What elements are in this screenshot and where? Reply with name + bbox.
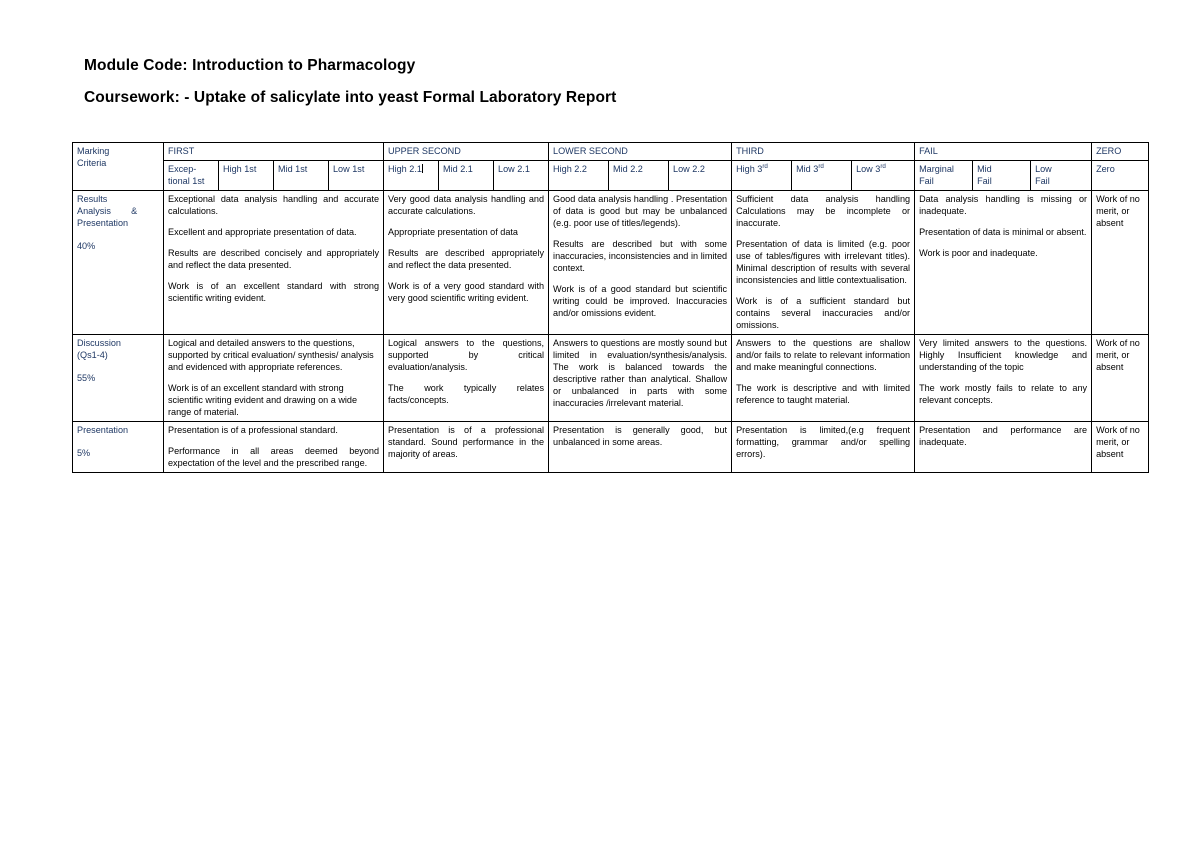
- descriptor-paragraph: The work typically relates facts/concepts.: [388, 383, 545, 405]
- descriptor-upper-second: [384, 191, 549, 335]
- grade-header-high-2-1: High 2.1: [384, 161, 439, 191]
- criteria-weight: 5%: [77, 448, 91, 458]
- descriptor-first: [164, 422, 384, 473]
- band-header-first: FIRST: [164, 143, 384, 161]
- descriptor-paragraph: Answers to the questions are shallow and/or fails to relate to relevant information and make meaningful connections.: [736, 338, 911, 372]
- descriptor-paragraph: Work is of an excellent standard with strong scientific writing evident.: [168, 281, 380, 303]
- criteria-label: Results Analysis & Presentation: [77, 194, 138, 228]
- descriptor-third: [732, 335, 915, 422]
- descriptor-lower-second: [549, 422, 732, 473]
- descriptor-paragraph: Excellent and appropriate presentation of data.: [168, 227, 357, 237]
- grade-header-low-3rd: Low 3rd: [852, 161, 915, 191]
- descriptor-fail: [915, 191, 1092, 335]
- descriptor-zero: [1092, 191, 1149, 335]
- marking-criteria-line2: Criteria: [77, 158, 107, 168]
- descriptor-paragraph: Presentation is generally good, but unbalanced in some areas.: [553, 425, 728, 447]
- descriptor-paragraph: Data analysis handling is missing or inadequate.: [919, 194, 1088, 216]
- grade-header-zero: Zero: [1092, 161, 1149, 191]
- descriptor-first: [164, 335, 384, 422]
- descriptor-paragraph: Logical and detailed answers to the questions, supported by critical evaluation/ synthesis/ analysis and evidenced with appropriate references.: [168, 338, 374, 372]
- descriptor-paragraph: Performance in all areas deemed beyond expectation of the level and the prescribed range.: [168, 446, 380, 468]
- descriptor-paragraph: Logical answers to the questions, supported by critical evaluation/analysis.: [388, 338, 545, 372]
- descriptor-paragraph: Exceptional data analysis handling and accurate calculations.: [168, 194, 380, 216]
- module-code-heading: Module Code: Introduction to Pharmacology: [84, 57, 416, 74]
- table-body: [73, 191, 1149, 473]
- descriptor-paragraph: Very limited answers to the questions. Highly Insufficient knowledge and understanding of the topic: [919, 338, 1088, 372]
- grade-header-mid-fail: Mid Fail: [973, 161, 1031, 191]
- table-header: [73, 143, 1149, 191]
- descriptor-upper-second: [384, 335, 549, 422]
- grade-header-high-1st: High 1st: [219, 161, 274, 191]
- descriptor-paragraph: Work is of a good standard but scientific writing could be improved. Inaccuracies and/or omissions evident.: [553, 284, 728, 318]
- descriptor-fail: [915, 335, 1092, 422]
- descriptor-paragraph: Presentation is limited,(e.g frequent formatting, grammar and/or spelling errors).: [736, 425, 911, 459]
- descriptor-paragraph: Work of no merit, or absent: [1096, 425, 1140, 459]
- criteria-presentation: [73, 422, 164, 473]
- band-header-third: THIRD: [732, 143, 915, 161]
- band-header-fail: FAIL: [915, 143, 1092, 161]
- descriptor-zero: [1092, 335, 1149, 422]
- descriptor-paragraph: Presentation of data is minimal or absent.: [919, 227, 1087, 237]
- table-row: [73, 422, 1149, 473]
- criteria-weight: 40%: [77, 241, 96, 251]
- grade-header-low-fail: Low Fail: [1031, 161, 1092, 191]
- descriptor-third: [732, 191, 915, 335]
- band-header-lower-second: LOWER SECOND: [549, 143, 732, 161]
- grade-header-low-1st: Low 1st: [329, 161, 384, 191]
- descriptor-paragraph: Very good data analysis handling and accurate calculations.: [388, 194, 545, 216]
- descriptor-paragraph: Work of no merit, or absent: [1096, 338, 1140, 372]
- coursework-heading: Coursework: - Uptake of salicylate into yeast Formal Laboratory Report: [84, 89, 617, 106]
- grade-header-low-2-2: Low 2.2: [669, 161, 732, 191]
- criteria-weight: 55%: [77, 373, 96, 383]
- descriptor-fail: [915, 422, 1092, 473]
- descriptor-third: [732, 422, 915, 473]
- marking-rubric-table: [72, 142, 1149, 473]
- descriptor-paragraph: Presentation and performance are inadequate.: [919, 425, 1088, 447]
- table-row: [73, 335, 1149, 422]
- descriptor-paragraph: Presentation is of a professional standard. Sound performance in the majority of areas.: [388, 425, 545, 459]
- grade-header-mid-3rd: Mid 3rd: [792, 161, 852, 191]
- criteria-label: Discussion (Qs1-4): [77, 338, 121, 360]
- criteria-label: Presentation: [77, 425, 129, 435]
- grade-header-high-2-2: High 2.2: [549, 161, 609, 191]
- descriptor-paragraph: Work is of a sufficient standard but contains several inaccuracies and/or omissions.: [736, 296, 911, 330]
- table-row: [73, 191, 1149, 335]
- descriptor-paragraph: Work is of an excellent standard with strong scientific writing evident and drawing on a wide range of material.: [168, 383, 358, 417]
- descriptor-paragraph: The work mostly fails to relate to any relevant concepts.: [919, 383, 1088, 405]
- criteria-results-analysis-presentation: [73, 191, 164, 335]
- band-header-upper-second: UPPER SECOND: [384, 143, 549, 161]
- descriptor-paragraph: The work is descriptive and with limited reference to taught material.: [736, 383, 911, 405]
- descriptor-paragraph: Presentation is of a professional standard.: [168, 425, 338, 435]
- descriptor-paragraph: Work of no merit, or absent: [1096, 194, 1140, 228]
- descriptor-paragraph: Appropriate presentation of data: [388, 227, 518, 237]
- descriptor-zero: [1092, 422, 1149, 473]
- descriptor-paragraph: Sufficient data analysis handling Calculations may be incomplete or inaccurate.: [736, 194, 911, 228]
- descriptor-first: [164, 191, 384, 335]
- grade-header-mid-1st: Mid 1st: [274, 161, 329, 191]
- descriptor-lower-second: [549, 335, 732, 422]
- band-header-zero: ZERO: [1092, 143, 1149, 161]
- descriptor-paragraph: Good data analysis handling . Presentation of data is good but may be unbalanced (e.g. poor use of titles/legends).: [553, 194, 728, 228]
- grade-header-high-3rd: High 3rd: [732, 161, 792, 191]
- descriptor-paragraph: Results are described but with some inaccuracies, inconsistencies and in limited context.: [553, 239, 728, 273]
- grade-header-exceptional-1st: Excep- tional 1st: [164, 161, 219, 191]
- band-header-row: [73, 143, 1149, 161]
- grade-header-row: [73, 161, 1149, 191]
- descriptor-paragraph: Presentation of data is limited (e.g. poor use of tables/figures with irrelevant titles). Minimal description of results with several inconsistencies and little contextualisation.: [736, 239, 911, 285]
- descriptor-paragraph: Work is poor and inadequate.: [919, 248, 1038, 258]
- grade-header-mid-2-2: Mid 2.2: [609, 161, 669, 191]
- descriptor-paragraph: Work is of a very good standard with very good scientific writing evident.: [388, 281, 545, 303]
- marking-criteria-line1: Marking: [77, 146, 110, 156]
- marking-criteria-header: [73, 143, 164, 191]
- descriptor-paragraph: Results are described appropriately and reflect the data presented.: [388, 248, 545, 270]
- descriptor-lower-second: [549, 191, 732, 335]
- grade-header-marginal-fail: Marginal Fail: [915, 161, 973, 191]
- grade-header-low-2-1: Low 2.1: [494, 161, 549, 191]
- descriptor-paragraph: Answers to questions are mostly sound but limited in evaluation/synthesis/analysis. The work is balanced towards the descriptive rather than analytical. Shallow or unbalanced in parts with some inaccuracies /irrelevant material.: [553, 338, 728, 408]
- grade-header-mid-2-1: Mid 2.1: [439, 161, 494, 191]
- criteria-discussion: [73, 335, 164, 422]
- descriptor-upper-second: [384, 422, 549, 473]
- descriptor-paragraph: Results are described concisely and appropriately and reflect the data presented.: [168, 248, 380, 270]
